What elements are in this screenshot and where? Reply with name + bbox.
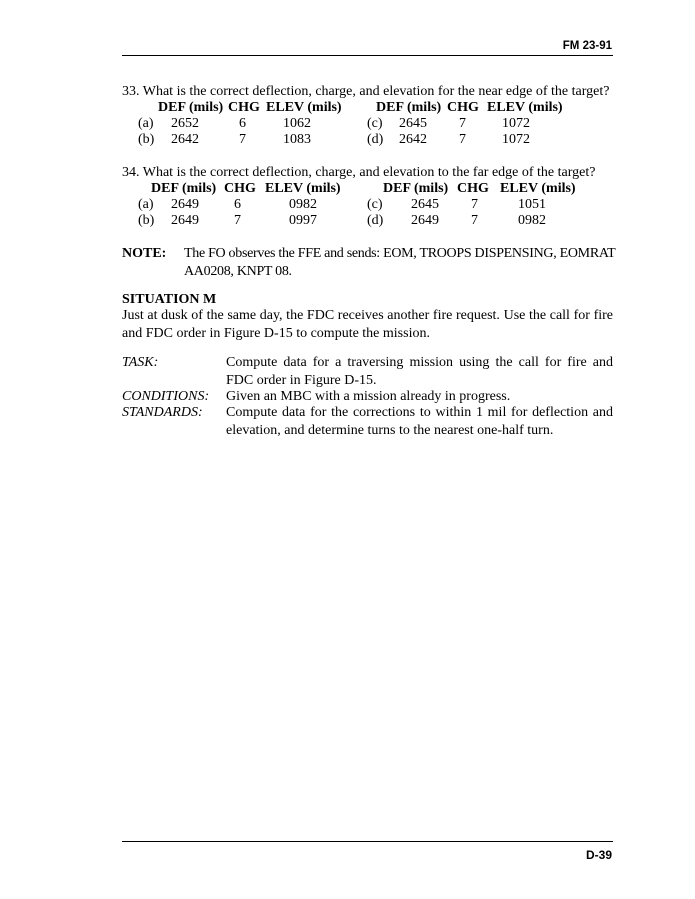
q33-option-letter: (b): [138, 132, 155, 147]
q34-option-letter: (d): [367, 213, 384, 228]
q34-option-elev: 0982: [289, 197, 317, 212]
q34-option-chg: 7: [234, 213, 241, 228]
q33-option-elev: 1062: [283, 116, 311, 131]
task-label: TASK:: [122, 355, 159, 370]
q34-option-def: 2645: [411, 197, 439, 212]
q34-option-letter: (a): [138, 197, 154, 212]
note-line-1: The FO observes the FFE and sends: EOM, TROOPS DISPENSING, EOMRAT: [184, 246, 616, 261]
q34-option-letter: (b): [138, 213, 155, 228]
conditions-label: CONDITIONS:: [122, 389, 210, 404]
q34-option-chg: 6: [234, 197, 241, 212]
task-text: Compute data for a traversing mission using the call for fire and FDC order in Figure D-15.: [226, 355, 613, 388]
q34-option-chg: 7: [471, 213, 478, 228]
q33-option-elev: 1072: [502, 132, 530, 147]
q33-option-def: 2652: [171, 116, 199, 131]
q33-header-chg-right: CHG: [447, 100, 479, 115]
standards-text: Compute data for the corrections to within 1 mil for deflection and elevation, and determine turns to the nearest one-half turn.: [226, 405, 613, 438]
q33-header-elev-right: ELEV (mils): [487, 100, 563, 115]
footer-rule: [122, 841, 613, 842]
q33-option-chg: 7: [239, 132, 246, 147]
q34-option-def: 2649: [411, 213, 439, 228]
situation-title: SITUATION M: [122, 292, 217, 307]
header-rule: [122, 55, 613, 56]
q33-option-chg: 6: [239, 116, 246, 131]
q33-option-letter: (a): [138, 116, 154, 131]
q34-option-chg: 7: [471, 197, 478, 212]
standards-label: STANDARDS:: [122, 405, 203, 420]
q33-header-def-left: DEF (mils): [158, 100, 224, 115]
q33-option-letter: (c): [367, 116, 383, 131]
q33-header-def-right: DEF (mils): [376, 100, 442, 115]
q33-option-elev: 1083: [283, 132, 311, 147]
doc-id-header: FM 23-91: [562, 40, 612, 52]
question-33-prompt: 33. What is the correct deflection, charge, and elevation for the near edge of the target?: [122, 84, 610, 99]
q34-header-elev-right: ELEV (mils): [500, 181, 576, 196]
note-line-2: AA0208, KNPT 08.: [184, 264, 292, 279]
q33-option-letter: (d): [367, 132, 384, 147]
q34-option-def: 2649: [171, 197, 199, 212]
q34-header-elev-left: ELEV (mils): [265, 181, 341, 196]
question-34-prompt: 34. What is the correct deflection, charge, and elevation to the far edge of the target?: [122, 165, 596, 180]
situation-body: Just at dusk of the same day, the FDC receives another fire request. Use the call for fire and FDC order in Figure D-15 to compute the mission.: [122, 308, 613, 341]
q33-option-def: 2642: [171, 132, 199, 147]
q33-option-def: 2642: [399, 132, 427, 147]
page-number: D-39: [585, 848, 612, 862]
q34-option-letter: (c): [367, 197, 383, 212]
q33-option-chg: 7: [459, 132, 466, 147]
q34-option-elev: 0997: [289, 213, 317, 228]
q34-header-def-left: DEF (mils): [151, 181, 217, 196]
q34-header-chg-right: CHG: [457, 181, 489, 196]
q33-option-chg: 7: [459, 116, 466, 131]
q34-option-elev: 0982: [518, 213, 546, 228]
q34-option-elev: 1051: [518, 197, 546, 212]
q34-header-def-right: DEF (mils): [383, 181, 449, 196]
note-label: NOTE:: [122, 246, 167, 261]
q34-option-def: 2649: [171, 213, 199, 228]
q34-header-chg-left: CHG: [224, 181, 256, 196]
q33-option-def: 2645: [399, 116, 427, 131]
q33-option-elev: 1072: [502, 116, 530, 131]
conditions-text: Given an MBC with a mission already in progress.: [226, 389, 511, 404]
q33-header-elev-left: ELEV (mils): [266, 100, 342, 115]
q33-header-chg-left: CHG: [228, 100, 260, 115]
